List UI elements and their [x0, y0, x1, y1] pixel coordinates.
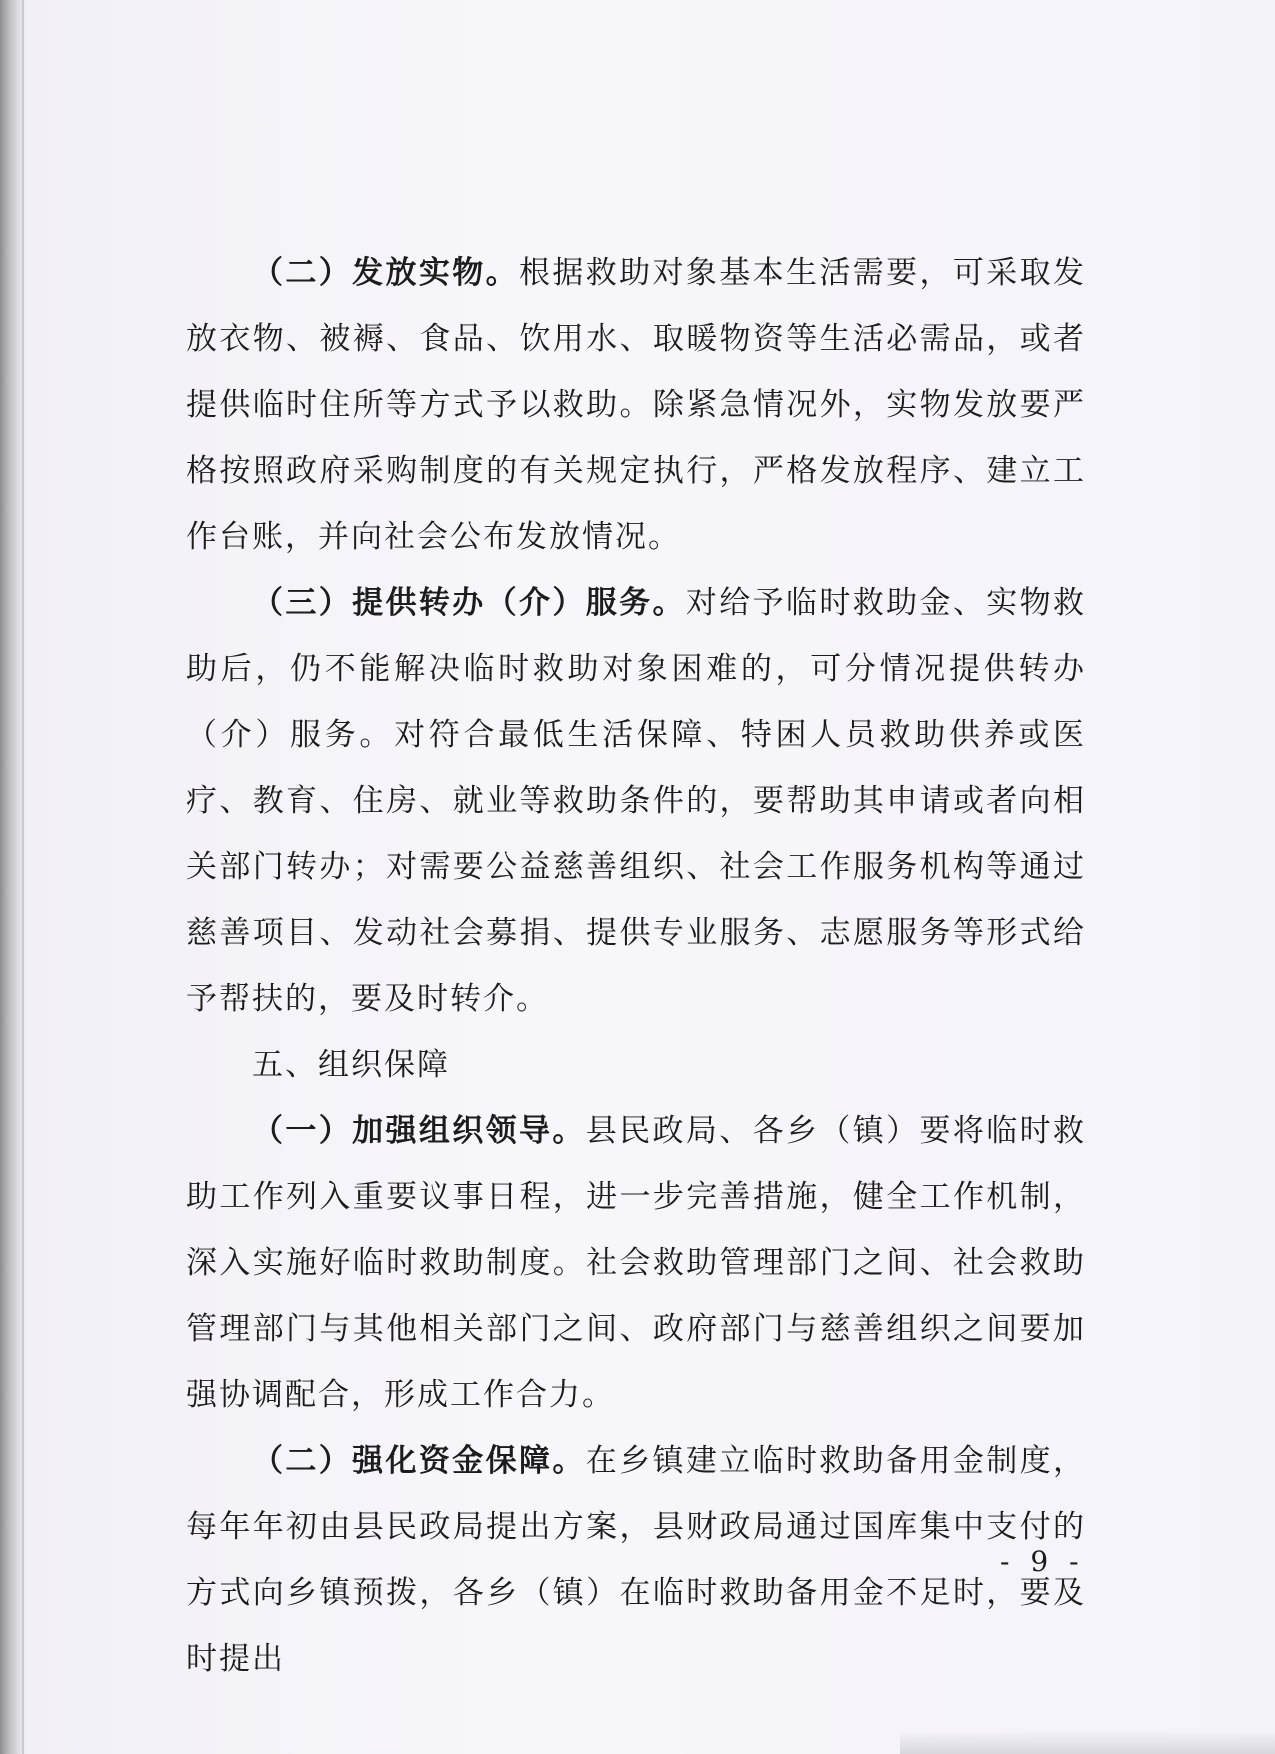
paragraph-heading: （一）加强组织领导。 — [252, 1113, 586, 1149]
paragraph-distribute-goods — [186, 240, 1086, 570]
paragraph-heading: （二）发放实物。 — [252, 255, 519, 291]
paragraph-heading: （三）提供转办（介）服务。 — [252, 585, 686, 621]
page-number: - 9 - — [1000, 1545, 1085, 1578]
paragraph-text: 县民政局、各乡（镇）要将临时救助工作列入重要议事日程，进一步完善措施，健全工作机制，深入实施好临时救助制度。社会救助管理部门之间、社会救助管理部门与其他相关部门之间、政府部门与慈善组织之间要加强协调配合，形成工作合力。 — [186, 1113, 1086, 1413]
paragraph-organization-leadership — [186, 1098, 1086, 1428]
document-body — [186, 240, 1086, 1692]
binding-edge-line — [22, 0, 24, 1754]
paragraph-text: 在乡镇建立临时救助备用金制度，每年年初由县民政局提出方案，县财政局通过国库集中支付的方式向乡镇预拨，各乡（镇）在临时救助备用金不足时，要及时提出 — [186, 1443, 1086, 1677]
paragraph-text: 对给予临时救助金、实物救助后，仍不能解决临时救助对象困难的，可分情况提供转办（介）服务。对符合最低生活保障、特困人员救助供养或医疗、教育、住房、就业等救助条件的，要帮助其申请或者向相关部门转办；对需要公益慈善组织、社会工作服务机构等通过慈善项目、发动社会募捐、提供专业服务、志愿服务等形式给予帮扶的，要及时转介。 — [186, 585, 1086, 1017]
bottom-bleed-shadow — [900, 1730, 1275, 1754]
paragraph-heading: （二）强化资金保障。 — [252, 1443, 586, 1479]
paragraph-referral-service — [186, 570, 1086, 1032]
paragraph-funding-guarantee — [186, 1428, 1086, 1692]
section-title: 五、组织保障 — [252, 1047, 450, 1083]
paragraph-text: 根据救助对象基本生活需要，可采取发放衣物、被褥、食品、饮用水、取暖物资等生活必需品，或者提供临时住所等方式予以救助。除紧急情况外，实物发放要严格按照政府采购制度的有关规定执行，严格发放程序、建立工作台账，并向社会公布发放情况。 — [186, 255, 1086, 555]
